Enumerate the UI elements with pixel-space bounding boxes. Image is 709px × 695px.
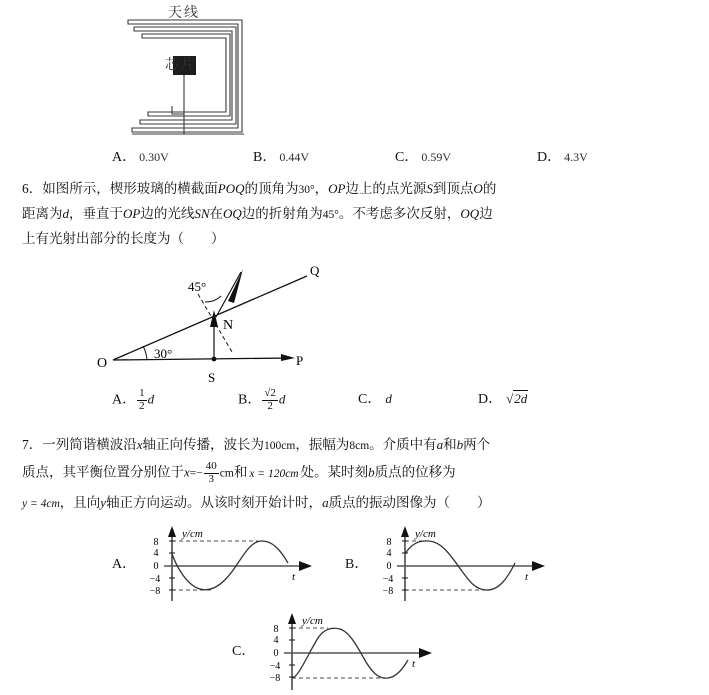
question7-line3 — [22, 494, 491, 513]
chip-label: 芯片 — [165, 57, 197, 73]
ytick-neg8: −8 — [269, 673, 281, 684]
label-P: P — [296, 353, 304, 368]
answer-option-d[interactable] — [537, 146, 588, 166]
q6-l1-c: ， — [314, 181, 329, 197]
q7-point-b: b — [456, 437, 464, 452]
sqrt-2d: √2d — [506, 391, 528, 406]
q7-l1-d: 。介质中有 — [369, 437, 437, 453]
q6-op2: OP — [123, 206, 141, 221]
q6-l1-b: 的顶角为 — [244, 181, 299, 197]
label-angle-45: 45° — [188, 279, 207, 294]
label-angle-30: 30° — [154, 346, 173, 361]
option-value: 0.30V — [139, 150, 169, 164]
q7-l1-e: 和 — [443, 437, 457, 453]
xlabel-b: t — [525, 571, 529, 583]
option-letter: D． — [537, 150, 562, 165]
q7-y-axis: y — [100, 495, 107, 510]
q7-point-a2: a — [322, 495, 329, 510]
graph-b-letter: B． — [345, 557, 369, 572]
q6-dist-d: d — [62, 206, 69, 221]
antenna-label: 天线 — [168, 5, 200, 21]
ytick-8: 8 — [153, 537, 159, 548]
q6-l2-f: 。不考虑多次反射， — [338, 206, 461, 222]
label-N: N — [223, 318, 234, 333]
q7-l3-b: 轴正方向运动。从该时刻开始计时， — [106, 495, 323, 511]
frac-numerator: 40 — [205, 460, 217, 472]
q7-l1-c: ，振幅为 — [295, 437, 350, 453]
ytick-neg4: −4 — [269, 661, 281, 672]
q7-l2-c: 处。某时刻 — [300, 464, 369, 481]
q7-wavelength: 100cm — [264, 440, 296, 452]
ytick-0: 0 — [153, 561, 159, 572]
xlabel-a: t — [292, 571, 296, 583]
graph-a-svg — [142, 523, 342, 603]
option-unit: d — [147, 391, 155, 407]
fraction-half — [137, 388, 147, 412]
option-letter: A． — [112, 392, 137, 408]
q6-l1-d: 边上的点光源 — [345, 181, 427, 197]
rfid-antenna-svg — [120, 2, 280, 142]
q6-s: S — [426, 181, 433, 196]
q6-angle45: 45° — [322, 209, 339, 221]
option-letter: B． — [253, 150, 277, 165]
option-letter: A． — [112, 150, 137, 165]
graph-option-a[interactable] — [112, 523, 342, 603]
q6-op: OP — [328, 181, 346, 196]
frac-numerator: √2 — [264, 387, 276, 399]
answer-option-a[interactable] — [112, 388, 154, 412]
option-value: 0.44V — [279, 150, 310, 164]
ytick-neg4: −4 — [382, 574, 394, 585]
option-letter: D． — [478, 392, 503, 407]
question7-line1 — [22, 436, 490, 455]
q7-l2-b: 和 — [233, 464, 248, 481]
graph-option-c[interactable] — [232, 610, 462, 690]
answer-option-a[interactable] — [112, 146, 169, 166]
option-value: 4.3V — [564, 150, 588, 164]
q6-oq2: OQ — [460, 206, 480, 221]
option-value: 0.59V — [421, 150, 452, 164]
q7-eq1-unit: cm — [219, 467, 234, 480]
q6-l2-a: 距离为 — [22, 206, 63, 222]
answer-option-b[interactable] — [238, 388, 285, 412]
q6-l1-f: 的 — [482, 181, 497, 197]
q6-oq: OQ — [223, 206, 242, 221]
ytick-neg8: −8 — [149, 586, 161, 597]
q7-l1-f: 两个 — [463, 437, 491, 453]
q6-l2-d2: 在 — [209, 206, 224, 222]
q6-o: O — [473, 181, 483, 196]
answer-option-c[interactable] — [358, 388, 392, 408]
q6-l2-g: 边 — [479, 206, 493, 222]
q6-angle30: 30° — [298, 184, 315, 196]
q7-l1-b: 轴正向传播，波长为 — [142, 437, 265, 453]
question6-number: 6． — [22, 181, 43, 196]
frac-denominator: 2 — [139, 399, 145, 412]
answer-option-b[interactable] — [253, 146, 309, 166]
q7-point-a: a — [436, 437, 444, 452]
q6-l2-c: 边的光线 — [140, 206, 195, 222]
q6-poq: POQ — [217, 181, 245, 196]
q7-amplitude: 8cm — [349, 440, 370, 452]
ytick-neg8: −8 — [382, 586, 394, 597]
label-O: O — [97, 356, 108, 371]
question7-line2 — [22, 461, 456, 485]
q7-l2-d: 质点的位移为 — [374, 464, 456, 481]
q7-l3-a: ，且向 — [59, 495, 101, 511]
question6-line3: 上有光射出部分的长度为（ ） — [22, 231, 225, 247]
rfid-tag-figure — [120, 2, 280, 142]
label-S: S — [208, 370, 216, 385]
q7-eq1-x: x — [184, 464, 190, 480]
answer-option-d[interactable] — [478, 388, 528, 408]
option-letter: C． — [395, 150, 419, 165]
graph-c-svg — [262, 610, 462, 695]
question7-number: 7． — [22, 437, 43, 452]
ytick-4: 4 — [386, 548, 392, 559]
ytick-neg4: −4 — [149, 574, 161, 585]
q6-sn: SN — [194, 206, 210, 221]
ylabel-a: y/cm — [182, 528, 203, 540]
ylabel-c: y/cm — [302, 615, 323, 627]
sqrt-radicand: 2d — [514, 391, 528, 406]
ytick-4: 4 — [153, 548, 159, 559]
ytick-8: 8 — [386, 537, 392, 548]
question6-line2 — [22, 205, 493, 224]
option-unit: d — [278, 391, 286, 407]
option-letter: C． — [358, 392, 382, 407]
fraction-sqrt2-over-2 — [262, 388, 278, 412]
q7-l2-a: 质点，其平衡位置分别位于 — [22, 464, 184, 481]
question5-answer-row — [0, 146, 709, 170]
fraction-40-over-3 — [204, 461, 219, 485]
q7-l1-a: 一列简谐横波沿 — [42, 437, 137, 453]
question6-answer-row — [0, 388, 709, 418]
q7-eq2: x = 120cm — [249, 467, 299, 480]
frac-numerator: 1 — [139, 387, 145, 399]
q7-eq1-op: =− — [189, 467, 203, 480]
label-Q: Q — [310, 263, 320, 278]
option-letter: B． — [238, 392, 262, 408]
ylabel-b: y/cm — [415, 528, 436, 540]
q6-l1-a: 如图所示，楔形玻璃的横截面 — [42, 181, 218, 197]
q7-l3-c: 质点的振动图像为（ ） — [328, 495, 491, 511]
answer-option-c[interactable] — [395, 146, 451, 166]
ytick-4: 4 — [273, 635, 279, 646]
frac-denominator: 3 — [208, 472, 215, 485]
ytick-0: 0 — [386, 561, 392, 572]
frac-denominator: 2 — [267, 399, 273, 412]
graph-a-letter: A． — [112, 557, 137, 572]
ytick-8: 8 — [273, 624, 279, 635]
wedge-prism-svg — [95, 255, 380, 385]
q7-displacement-eq: y = 4cm — [22, 498, 60, 510]
q6-l1-e: 到顶点 — [432, 181, 474, 197]
graph-c-letter: C． — [232, 644, 256, 659]
q6-l2-b: ，垂直于 — [69, 206, 123, 222]
graph-option-b[interactable] — [345, 523, 575, 603]
question6-line1 — [22, 180, 496, 199]
q6-l2-e: 边的折射角为 — [241, 206, 323, 222]
ytick-0: 0 — [273, 648, 279, 659]
wedge-prism-figure — [95, 255, 380, 385]
graph-b-svg — [375, 523, 575, 603]
option-value: d — [385, 391, 392, 406]
q7-x-axis: x — [136, 437, 143, 452]
xlabel-c: t — [412, 658, 416, 670]
q7-point-b2: b — [368, 464, 375, 480]
